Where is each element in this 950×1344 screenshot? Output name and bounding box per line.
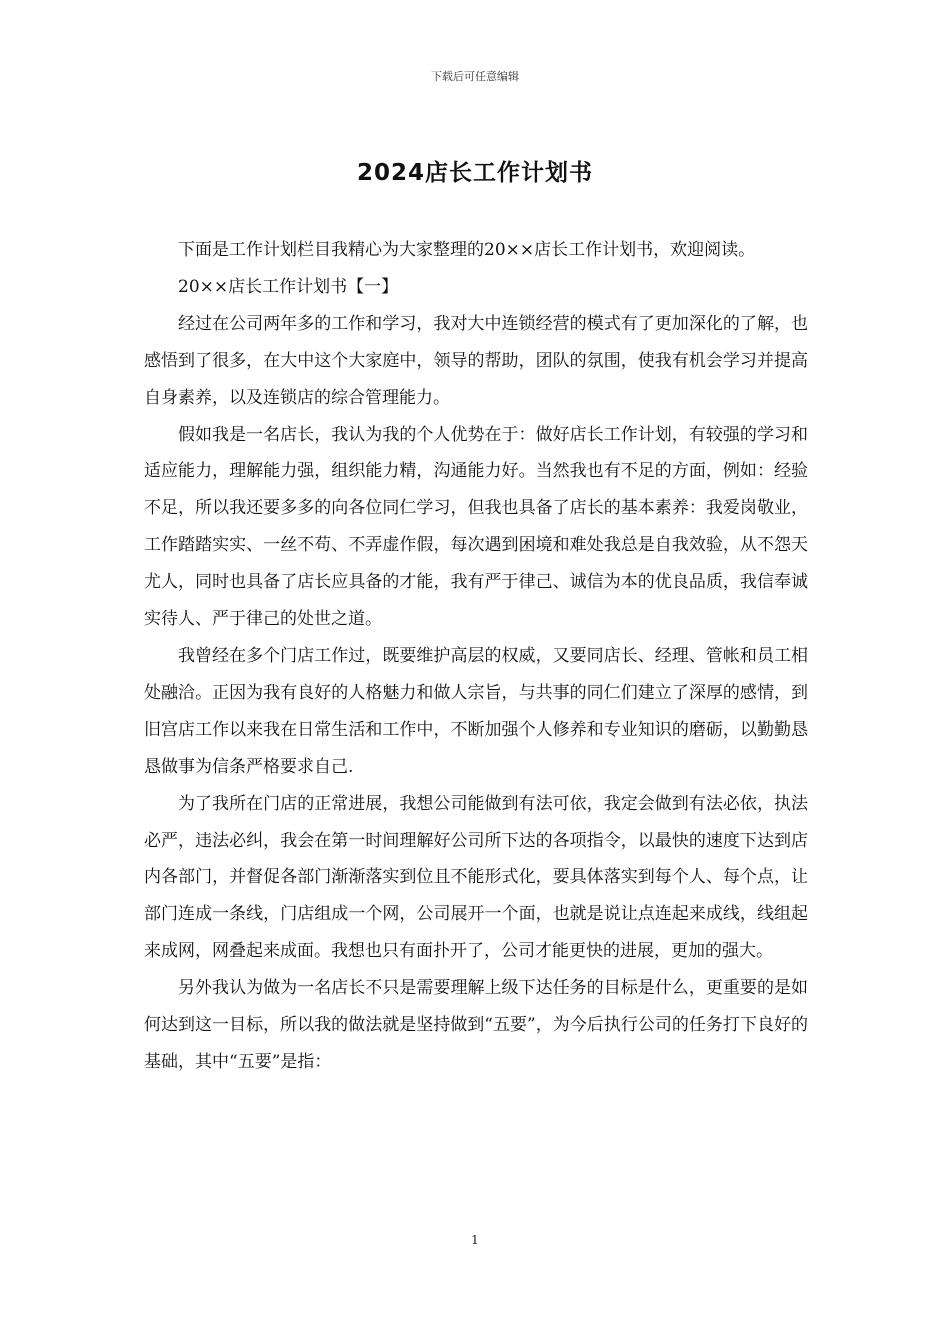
document-title: 2024店长工作计划书 bbox=[356, 160, 593, 186]
paragraph-experience: 经过在公司两年多的工作和学习，我对大中连锁经营的模式有了更加深化的了解，也感悟到了很多，在大中这个大家庭中，领导的帮助，团队的氛围，使我有机会学习并提高自身素养，以及连锁店的综合管理能力。 bbox=[144, 313, 808, 408]
paragraph-strengths: 假如我是一名店长，我认为我的个人优势在于：做好店长工作计划，有较强的学习和适应能力，理解能力强，组织能力精，沟通能力好。当然我也有不足的方面，例如：经验不足，所以我还要多多的向各位同仁学习，但我也具备了店长的基本素养：我爱岗敬业，工作踏踏实实、一丝不苟、不弄虚作假，每次遇到困境和难处我总是自我效验，从不怨天尤人，同时也具备了店长应具备的才能，我有严于律己、诚信为本的优良品质，我信奉诚实待人、严于律己的处世之道。 bbox=[144, 424, 808, 630]
paragraph-intro: 下面是工作计划栏目我精心为大家整理的20××店长工作计划书，欢迎阅读。 bbox=[178, 240, 756, 260]
document-body bbox=[144, 232, 808, 1081]
page-number: 1 bbox=[471, 1233, 479, 1247]
header-note: 下载后可任意编辑 bbox=[431, 70, 519, 83]
paragraph-five-musts: 另外我认为做为一名店长不只是需要理解上级下达任务的目标是什么，更重要的是如何达到这一目标，所以我的做法就是坚持做到“五要”，为今后执行公司的任务打下良好的基础，其中“五要”是指： bbox=[144, 978, 808, 1072]
section-heading: 20××店长工作计划书【一】 bbox=[178, 276, 399, 297]
paragraph-execution: 为了我所在门店的正常进展，我想公司能做到有法可依，我定会做到有法必依，执法必严，违法必纠，我会在第一时间理解好公司所下达的各项指令，以最快的速度下达到店内各部门，并督促各部门渐渐落实到位且不能形式化，要具体落实到每个人、每个点，让部门连成一条线，门店组成一个网，公司展开一个面，也就是说让点连起来成线，线组起来成网，网叠起来成面。我想也只有面扑开了，公司才能更快的进展，更加的强大。 bbox=[144, 793, 808, 962]
paragraph-relations: 我曾经在多个门店工作过，既要维护高层的权威，又要同店长、经理、管帐和员工相处融洽。正因为我有良好的人格魅力和做人宗旨，与共事的同仁们建立了深厚的感情，到旧宫店工作以来我在日常生活和工作中，不断加强个人修养和专业知识的磨砺，以勤勤恳恳做事为信条严格要求自己. bbox=[144, 645, 808, 777]
